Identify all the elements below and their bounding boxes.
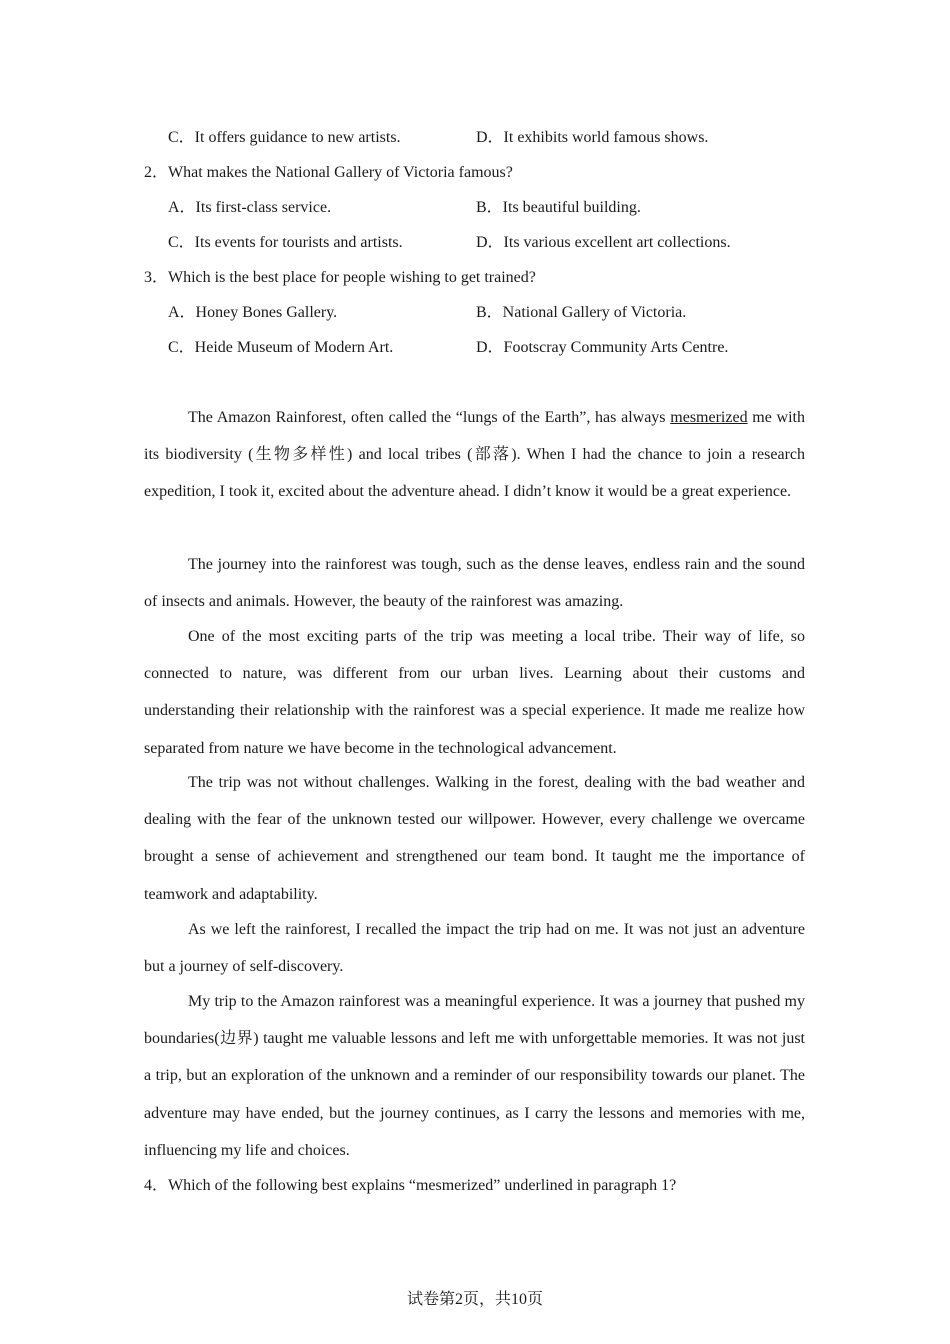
q1-option-c: C．It offers guidance to new artists. <box>168 129 401 146</box>
page-footer: 试卷第2页，共10页 <box>406 1291 543 1308</box>
underlined-word: mesmerized <box>670 409 748 426</box>
q2-option-c: C．Its events for tourists and artists. <box>168 234 403 251</box>
q3-option-d: D．Footscray Community Arts Centre. <box>476 339 729 356</box>
passage-paragraph-5: As we left the rainforest, I recalled the impact the trip had on me. It was not just an adventure but a journey of self-discovery. <box>144 921 805 976</box>
q2-option-b: B．Its beautiful building. <box>476 199 641 216</box>
passage-paragraph-3: One of the most exciting parts of the trip was meeting a local tribe. Their way of life, so connected to nature, was different from our urban lives. Learning about their customs and understanding their relationship with the rainforest was a special experience. It made me realize how separated from nature we have become in the technological advancement. <box>144 628 805 757</box>
passage-paragraph-4: The trip was not without challenges. Walking in the forest, dealing with the bad weather and dealing with the fear of the unknown tested our willpower. However, every challenge we overcame brought a sense of achievement and strengthened our team bond. It taught me the importance of teamwork and adaptability. <box>144 774 805 903</box>
q3-option-a: A．Honey Bones Gallery. <box>168 304 338 321</box>
question-3-stem: 3．Which is the best place for people wishing to get trained? <box>144 269 536 286</box>
q2-option-a: A．Its first-class service. <box>168 199 332 216</box>
question-4-stem: 4．Which of the following best explains “mesmerized” underlined in paragraph 1? <box>144 1177 677 1194</box>
passage-paragraph-6: My trip to the Amazon rainforest was a meaningful experience. It was a journey that pushed my boundaries(边界) taught me valuable lessons and left me with unforgettable memories. It was not just a trip, but an exploration of the unknown and a reminder of our responsibility towards our planet. The adventure may have ended, but the journey continues, as I carry the lessons and memories with me, influencing my life and choices. <box>144 993 805 1159</box>
q3-option-b: B．National Gallery of Victoria. <box>476 304 687 321</box>
question-2-stem: 2．What makes the National Gallery of Victoria famous? <box>144 164 513 181</box>
passage-paragraph-2: The journey into the rainforest was tough, such as the dense leaves, endless rain and the sound of insects and animals. However, the beauty of the rainforest was amazing. <box>144 556 805 611</box>
p1-text-after: me with its biodiversity (生物多样性) and local tribes (部落). When I had the chance to join a research expedition, I took it, excited about the adventure ahead. I didn’t know it would be a great experience. <box>144 409 805 501</box>
p1-text-before: The Amazon Rainforest, often called the “lungs of the Earth”, has always <box>188 409 671 426</box>
q3-option-c: C．Heide Museum of Modern Art. <box>168 339 394 356</box>
q1-option-d: D．It exhibits world famous shows. <box>476 129 709 146</box>
q2-option-d: D．Its various excellent art collections. <box>476 234 731 251</box>
passage-paragraph-1 <box>144 399 805 511</box>
